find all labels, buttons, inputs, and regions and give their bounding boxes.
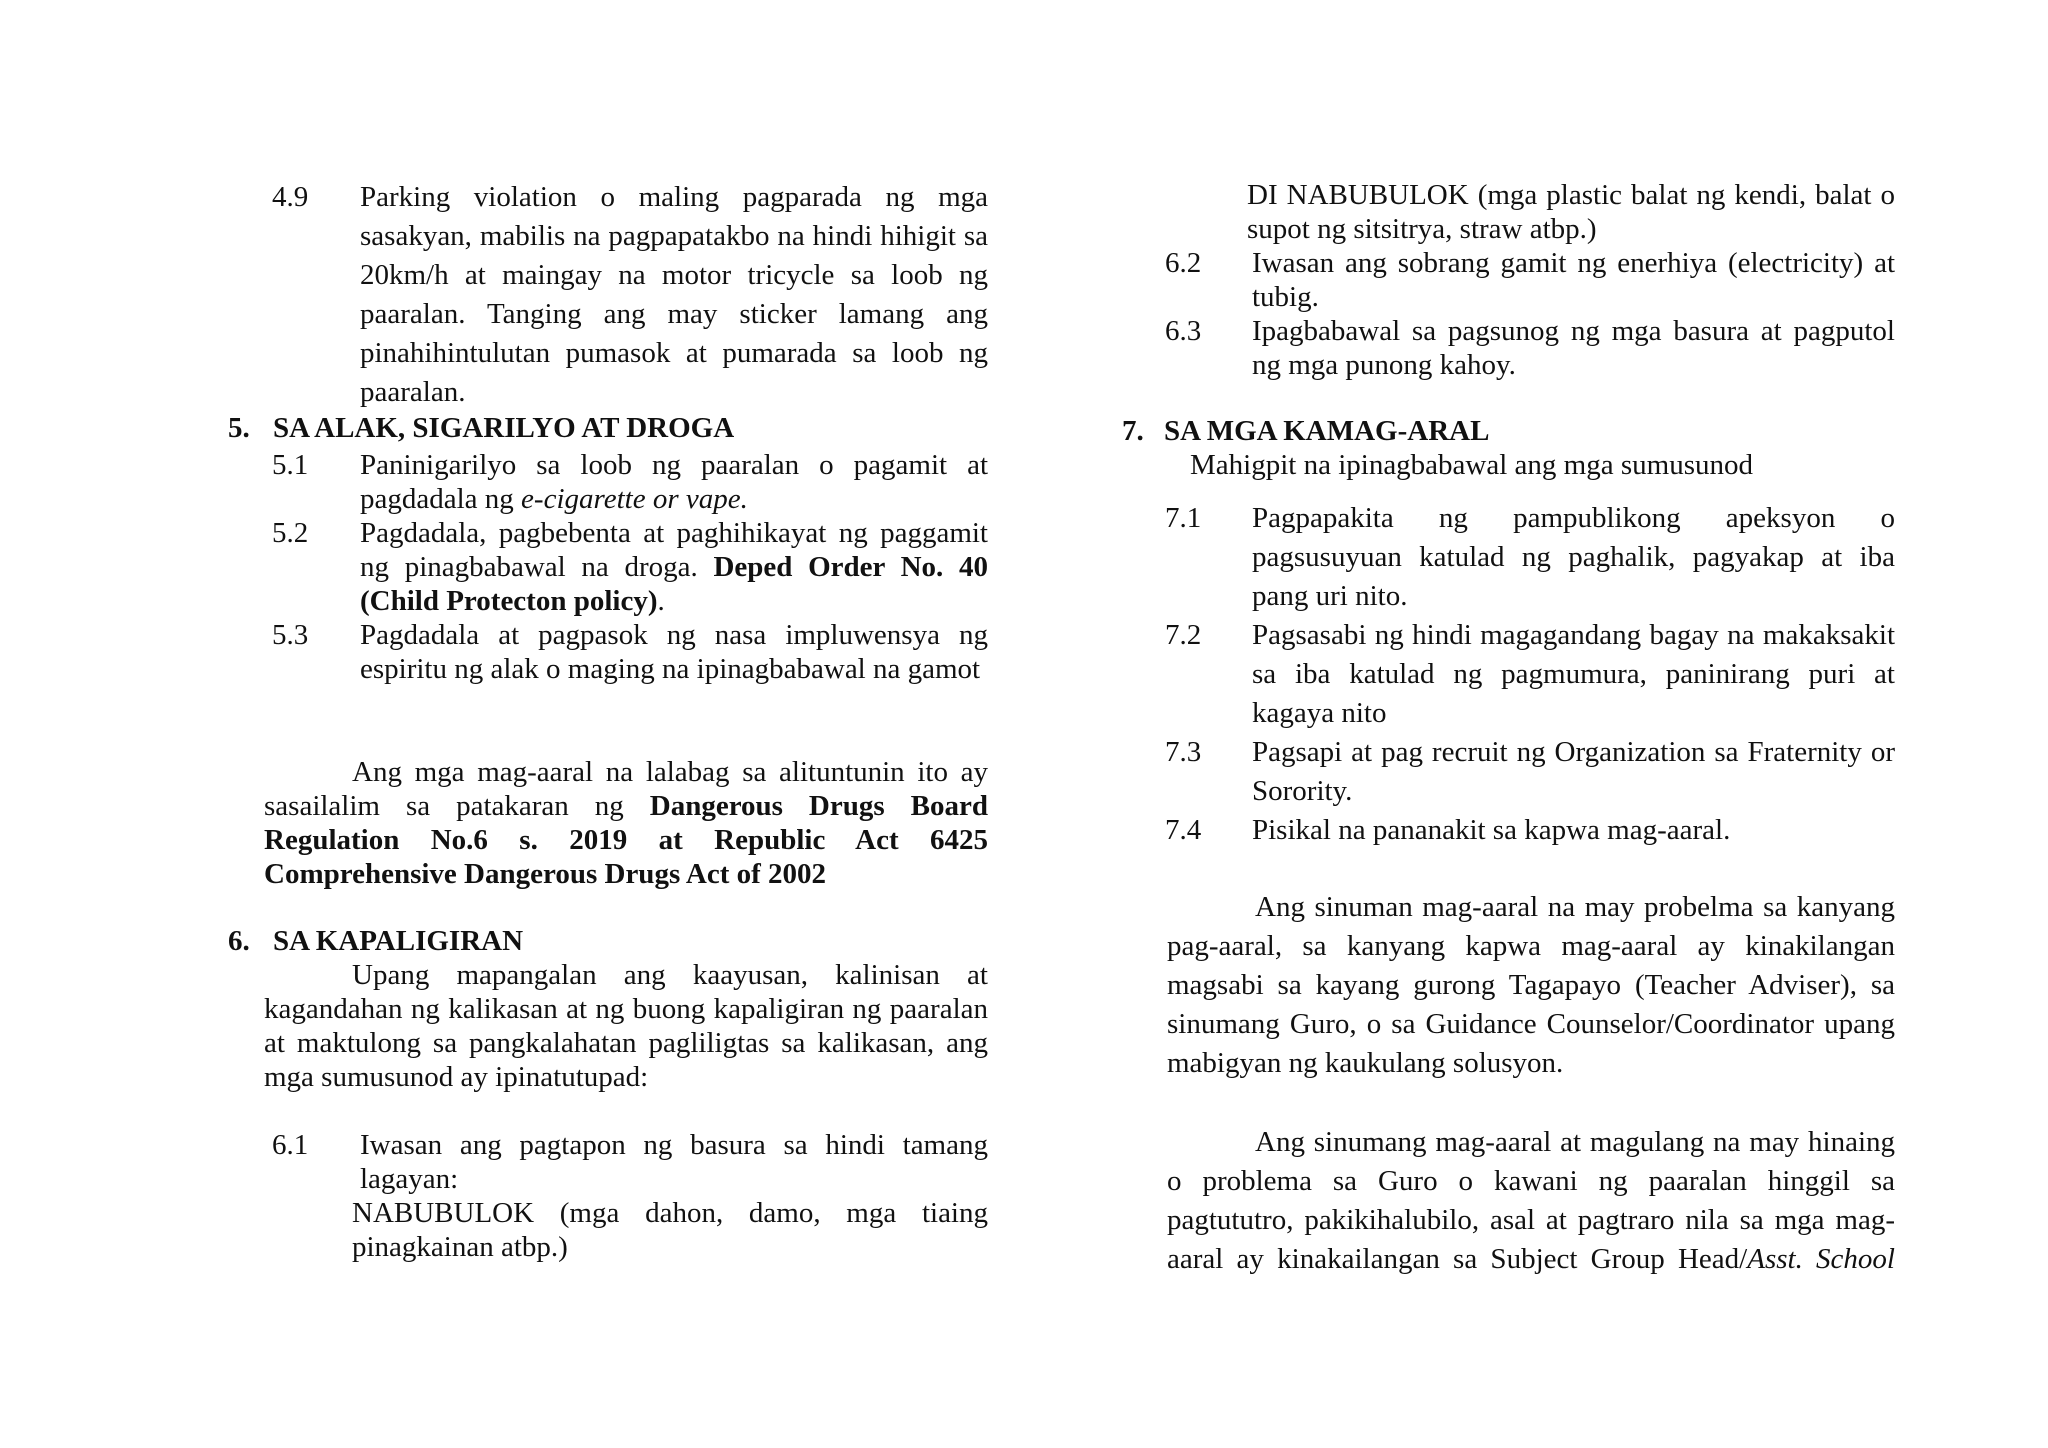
item-text: Pagsapi at pag recruit ng Organization sa Fraternity or Sorority.: [1252, 736, 1895, 807]
item-number: 7.2: [1165, 619, 1202, 651]
section-title: SA MGA KAMAG-ARAL: [1164, 415, 1490, 447]
item-5-2: [272, 516, 988, 618]
paragraph-italic-text: Asst. School: [1747, 1243, 1895, 1275]
item-5-1: [272, 448, 988, 516]
item-text: Pagdadala, pagbebenta at paghihikayat ng paggamit ng pinagbabawal na droga. Deped Order No. 40 (Child Protecton policy).: [360, 517, 988, 617]
item-7-3: [1165, 733, 1895, 811]
item-6-2: [1165, 246, 1895, 314]
item-number: 7.1: [1165, 502, 1202, 534]
section-number: 5.: [228, 412, 250, 444]
item-number: 5.2: [272, 517, 309, 549]
item-number: 4.9: [272, 181, 309, 213]
item-7-1: [1165, 499, 1895, 616]
section-number: 7.: [1122, 415, 1144, 447]
note-bold-text: Dangerous Drugs Board Regulation No.6 s. 2019 at Republic Act 6425 Comprehensive Dangerous Drugs Act of 2002: [264, 790, 988, 890]
item-subtext: NABUBULOK (mga dahon, damo, mga tiaing pinagkainan atbp.): [352, 1197, 988, 1263]
section-7-paragraph-1: Ang sinuman mag-aaral na may probelma sa kanyang pag-aaral, sa kanyang kapwa mag-aaral ay kinakilangan magsabi sa kayang gurong Tagapayo (Teacher Adviser), sa sinumang Guro, o sa Guidance Counselor/Coordinator upang mabigyan ng kaukulang solusyon.: [1167, 891, 1895, 1079]
section-6-intro: Upang mapangalan ang kaayusan, kalinisan at kagandahan ng kalikasan at ng buong kapaligiran ng paaralan at maktulong sa pangkalahatan pagliligtas sa kalikasan, ang mga sumusunod ay ipinatutupad:: [264, 959, 988, 1093]
item-6-3: [1165, 314, 1895, 382]
item-text: Pagpapakita ng pampublikong apeksyon o pagsusuyuan katulad ng paghalik, pagyakap at iba pang uri nito.: [1252, 502, 1895, 612]
item-7-2: [1165, 616, 1895, 733]
item-text: Pisikal na pananakit sa kapwa mag-aaral.: [1252, 814, 1731, 846]
section-7-paragraph-2: Ang sinumang mag-aaral at magulang na may hinaing o problema sa Guro o kawani ng paaralan hinggil sa pagtututro, pakikihalubilo, asal at pagtraro nila sa mga mag-aaral ay kinakailangan sa Subject Group Head/Asst. School: [1167, 1126, 1895, 1275]
item-7-4: [1165, 811, 1895, 850]
continued-text: DI NABUBULOK (mga plastic balat ng kendi, balat o supot ng sitsitrya, straw atbp.): [1247, 179, 1895, 245]
section-5-heading: [228, 411, 988, 445]
item-text: Iwasan ang pagtapon ng basura sa hindi tamang lagayan:: [360, 1129, 988, 1195]
item-text: Iwasan ang sobrang gamit ng enerhiya (electricity) at tubig.: [1252, 247, 1895, 313]
item-text: Paninigarilyo sa loob ng paaralan o pagamit at pagdadala ng e-cigarette or vape.: [360, 449, 988, 515]
item-5-3: [272, 618, 988, 686]
item-bold-text: Deped Order No. 40 (Child Protecton policy): [360, 551, 988, 617]
item-text: Pagdadala at pagpasok ng nasa impluwensya ng espiritu ng alak o maging na ipinagbabawal na gamot: [360, 619, 988, 685]
item-number: 6.3: [1165, 315, 1202, 347]
item-number: 6.1: [272, 1129, 309, 1161]
section-7-heading: [1122, 414, 1892, 448]
item-text: Ipagbabawal sa pagsunog ng mga basura at pagputol ng mga punong kahoy.: [1252, 315, 1895, 381]
item-4-9: [272, 178, 988, 412]
section-6-heading: [228, 924, 988, 958]
item-number: 5.3: [272, 619, 309, 651]
section-7-subtitle: Mahigpit na ipinagbabawal ang mga sumusunod: [1190, 449, 1753, 481]
item-italic-text: e-cigarette or vape.: [521, 483, 748, 515]
item-number: 7.4: [1165, 814, 1202, 846]
section-title: SA ALAK, SIGARILYO AT DROGA: [273, 412, 735, 444]
section-number: 6.: [228, 925, 250, 957]
item-number: 5.1: [272, 449, 309, 481]
item-6-1: [272, 1128, 988, 1264]
item-text: Pagsasabi ng hindi magagandang bagay na makaksakit sa iba katulad ng pagmumura, paninirang puri at kagaya nito: [1252, 619, 1895, 729]
section-5-note: Ang mga mag-aaral na lalabag sa alituntunin ito ay sasailalim sa patakaran ng Dangerous Drugs Board Regulation No.6 s. 2019 at Republic Act 6425 Comprehensive Dangerous Drugs Act of 2002: [264, 756, 988, 890]
item-number: 6.2: [1165, 247, 1202, 279]
item-number: 7.3: [1165, 736, 1202, 768]
section-title: SA KAPALIGIRAN: [273, 925, 524, 957]
item-text: Parking violation o maling pagparada ng mga sasakyan, mabilis na pagpapatakbo na hindi hihigit sa 20km/h at maingay na motor tricycle sa loob ng paaralan. Tanging ang may sticker lamang ang pinahihintulutan pumasok at pumarada sa loob ng paaralan.: [360, 181, 988, 408]
